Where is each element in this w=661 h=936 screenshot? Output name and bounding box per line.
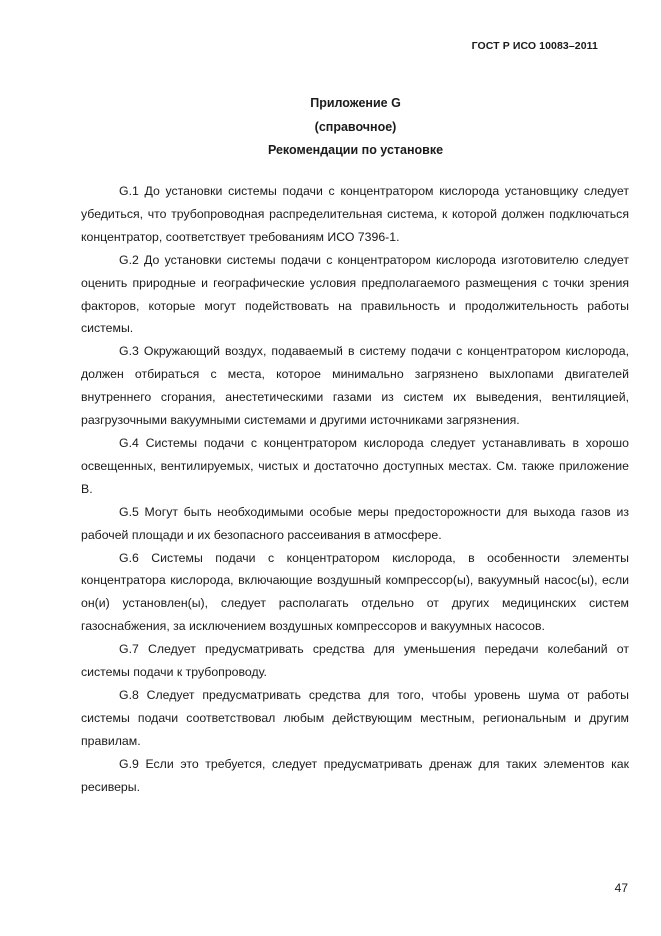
- paragraph-g1: G.1 До установки системы подачи с концентратором кислорода установщику следует убедиться, что трубопроводная распределительная система, к которой должен подключаться концентратор, соответствует требованиям ИСО 7396-1.: [81, 184, 629, 244]
- paragraph-g2: G.2 До установки системы подачи с концентратором кислорода изготовителю следует оценить природные и географические условия предполагаемого размещения с точки зрения факторов, которые могут подействовать на правильность и продолжительность работы системы.: [81, 252, 629, 336]
- annex-title: Приложение G: [310, 96, 401, 110]
- paragraph-g5: G.5 Могут быть необходимыми особые меры предосторожности для выхода газов из рабочей площади и их безопасного рассеивания в атмосфере.: [81, 504, 629, 542]
- page-number: 47: [614, 881, 628, 895]
- document-code-header: ГОСТ Р ИСО 10083–2011: [471, 40, 598, 52]
- paragraph-g4: G.4 Системы подачи с концентратором кислорода следует устанавливать в хорошо освещенных, вентилируемых, чистых и достаточно доступных местах. См. также приложение В.: [81, 435, 629, 496]
- annex-title-block: [0, 92, 661, 163]
- annex-body: [81, 180, 629, 798]
- paragraph-g7: G.7 Следует предусматривать средства для уменьшения передачи колебаний от системы подачи к трубопроводу.: [81, 642, 629, 680]
- paragraph-g9: G.9 Если это требуется, следует предусматривать дренаж для таких элементов как ресиверы.: [81, 756, 629, 794]
- paragraph-g8: G.8 Следует предусматривать средства для того, чтобы уровень шума от работы системы подачи соответствовал любым действующим местным, региональным и другим правилам.: [81, 687, 629, 748]
- paragraph-g3: G.3 Окружающий воздух, подаваемый в систему подачи с концентратором кислорода, должен отбираться с места, которое минимально загрязнено выхлопами двигателей внутреннего сгорания, анестетическими газами из систем их выведения, вентиляцией, разгрузочными вакуумными системами и другими источниками загрязнения.: [81, 344, 629, 428]
- paragraph-g6: G.6 Системы подачи с концентратором кислорода, в особенности элементы концентратора кислорода, включающие воздушный компрессор(ы), вакуумный насос(ы), если он(и) установлен(ы), следует располагать отдельно от других медицинских систем газоснабжения, за исключением воздушных компрессоров и вакуумных насосов.: [81, 550, 629, 634]
- annex-heading: Рекомендации по установке: [267, 143, 444, 157]
- annex-type: (справочное): [314, 119, 397, 134]
